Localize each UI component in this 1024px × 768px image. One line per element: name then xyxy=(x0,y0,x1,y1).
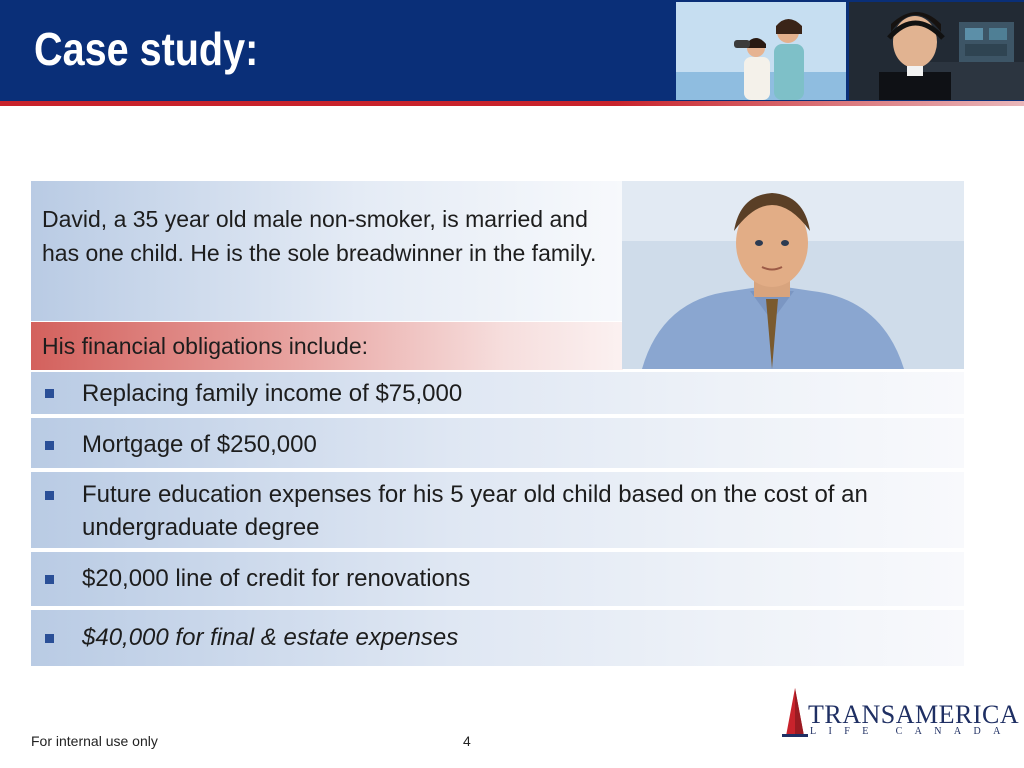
square-bullet-icon xyxy=(45,441,54,450)
intro-text: David, a 35 year old male non-smoker, is married and has one child. He is the sole breadwinner in the family. xyxy=(42,206,597,266)
square-bullet-icon xyxy=(45,389,54,398)
list-item xyxy=(31,472,964,548)
header-accent-line xyxy=(0,101,1024,106)
square-bullet-icon xyxy=(45,575,54,584)
list-item-text: Mortgage of $250,000 xyxy=(82,431,317,458)
pyramid-icon xyxy=(780,686,810,738)
list-item xyxy=(31,418,964,468)
footer-note: For internal use only xyxy=(31,733,158,749)
pilot-photo xyxy=(849,2,1024,100)
list-item-text: $20,000 line of credit for renovations xyxy=(82,565,471,592)
square-bullet-icon xyxy=(45,491,54,500)
obligations-label: His financial obligations include: xyxy=(42,333,369,359)
transamerica-logo xyxy=(780,686,1020,738)
list-item xyxy=(31,552,964,606)
david-portrait xyxy=(622,181,964,369)
list-item xyxy=(31,372,964,414)
list-item-text: $40,000 for final & estate expenses xyxy=(82,624,459,651)
list-item-text: Future education expenses for his 5 year old child based on the cost of an undergraduate degree xyxy=(82,481,868,541)
page-number: 4 xyxy=(463,733,471,749)
logo-subtitle: LIFE CANADA xyxy=(810,726,1013,737)
square-bullet-icon xyxy=(45,634,54,643)
family-photo xyxy=(676,2,846,100)
logo-wordmark: TRANSAMERICA xyxy=(808,700,1020,729)
list-item xyxy=(31,610,964,666)
list-item-text: Replacing family income of $75,000 xyxy=(82,380,463,407)
slide-title: Case study: xyxy=(34,23,259,75)
